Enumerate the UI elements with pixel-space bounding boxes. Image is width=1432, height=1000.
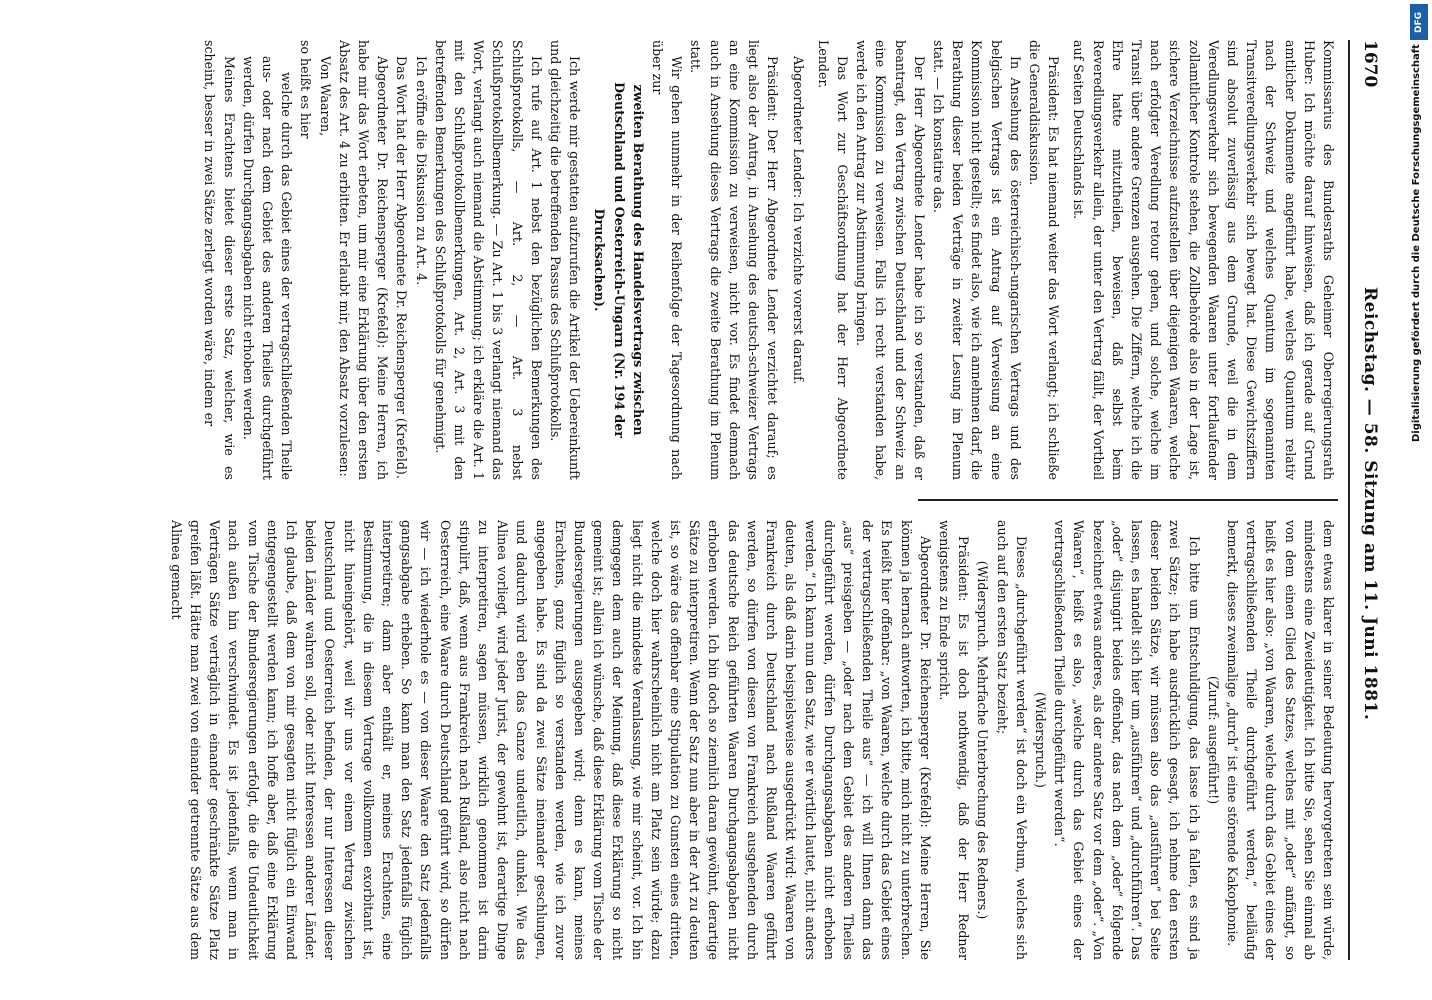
paragraph: Präsident: Der Herr Abgeordnete Lender verzichtet darauf; es liegt also der Antrag, in Ansehung des deutsch-schweizer Vertrags an eine Kommission zu verweisen, nicht vor. Es findet demnach auch in Ansehung dieses Vertrags die zweite Berathung im Plenum statt. [688,40,781,480]
page-number: 1670 [1360,40,1380,88]
paragraph: Abgeordneter Dr. Reichensperger (Krefeld): Meine Herren, Sie können ja hernach antworten, ich bitte, mich nicht zu unterbrechen. Es heißt hier offenbar: „von Waaren, welche durch das Gebiet eines der vertragschließenden Theile aus“ — ich will Ihnen dann das „aus“ preisgeben — „oder nach dem Gebiet des anderen Theiles durchgeführt werden, dürfen Durchgangsabgaben nicht erhoben werden.“ Ich kann nun den Satz, wie er wörtlich lautet, nicht anders deuten, als daß darin beispielsweise ausgedrückt wird: Waaren von Frankreich durch Deutschland nach Rußland Waaren geführt werden, so dürfen von diesen von Frankreich ausgehenden durch das deutsche Reich geführten Waaren Durchgangsabgaben nicht erhoben werden. Ich bin doch so ziemlich daran gewöhnt, derartige Sätze zu interpretiren. Wenn der Satz nun aber in der Art zu deuten ist, so wäre das offenbar eine Stipulation zu Gunsten eines dritten, welche doch hier wahrscheinlich nicht am Platz sein würde; dazu liegt nicht die mindeste Veranlassung, wie mir scheint, vor. Ich bin demgegen dem auch der Meinung, daß diese Erklärung so nicht gemeint ist; allein ich wünsche, daß diese Erklärung vom Tische der Bundesregierungen ausgegeben wird; denn es kann, meines Erachtens, ganz füglich so verstanden werden, wie ich zuvor angegeben habe. Es sind da zwei Sätze ineinander geschlungen, und dadurch wird eben das Ganze undeutlich, dunkel. Wie das Alinea vorliegt, wird jeder Jurist, der gewohnt ist, derartige Dinge zu interpretiren, sagen müssen, wirklich genommen ist darin stipulirt, daß, wenn aus Frankreich nach Rußland, also nicht nach Oesterreich, eine Waare durch Deutschland geführt wird, so dürfen wir — ich wiederhole es — von dieser Waare den Satz jedenfalls gangsabgabe erheben. So kann man den Satz jedenfalls füglich interpretiren; dann aber enthält er, meines Erachtens, eine Bestimmung, die in diesem Vertrage vollkommen exorbitant ist, nicht hineingehört, weil wir uns vor einem Vertrag zwischen Deutschland und Oesterreich befinden, der nur Interessen dieser beiden Länder wahren soll, oder nicht Interessen anderer Länder. Ich glaube, daß dem von mir gesagten nicht füglich ein Einwand entgegengestellt werden kann; ich hoffe aber, daß eine Erklärung vom Tische der Bundesregierungen erfolgt, die die Undeutlichkeit nach außen hin verschwindet. Es ist jedenfalls, wenn man in Verträgen Sätze verträglich in einander geschränkte Sätze Platz greifen läßt. Hätte man zwei von einander getrennte Sätze aus dem Alinea gemacht [168,520,933,960]
paragraph: Wir gehen nunmehr in der Reihenfolge der Tagesordnung nach über zur [650,40,685,480]
paragraph: dem etwas klarer in seiner Bedeutung hervorgetreten sein würde, mindestens eine Zweideutigkeit. Ich bitte Sie, sehen Sie einmal ab von dem einen Glied des Satzes, welches mit „oder“ anfängt, so heißt es hier also: „von Waaren, welche durch das Gebiet eines der vertragschließenden Theile durchgeführt werden,“ beiläufig bemerkt, dieses zweimalige „durch“ ist eine störende Kakophonie. [1224,520,1336,960]
paragraph: Ich werde mir gestatten aufzurufen die Artikel der Uebereinkunft und gleichzeitig die betreffenden Passus des Schlußprotokolls. [548,40,583,480]
running-head [1348,40,1380,960]
paragraph: Präsident: Es hat niemand weiter das Wort verlangt; ich schließe die Generaldiskussion. [1026,40,1062,480]
section-heading: zweiten Berathung des Handelsvertrags zwischen Deutschland und Oesterreich-Ungarn (Nr. 194 der Drucksachen). [592,82,646,438]
paragraph: Das Wort zur Geschäftsordnung hat der Herr Abgeordnete Lender. [815,40,850,480]
column-divider [918,499,1338,501]
interjection: (Widerspruch. Mehrfache Unterbrechung des Redners.) [975,560,991,920]
paragraph: Abgeordneter Dr. Reichensperger (Krefeld): Meine Herren, ich habe mir das Wort erbeten, um mir eine Erklärung über den ersten Absatz des Art. 4 zu erbitten. Er erlaubt mir, den Absatz vorzulesen: [336,40,391,480]
paragraph: In Ansehung des österreichisch-ungarischen Vertrags und des belgischen Vertrags ist ein Antrag auf Verweisung an eine Kommission nicht gestellt; es findet also, wie ich annehmen darf, die Berathung dieser beiden Verträge in zweiter Lesung im Plenum statt. — Ich konstatire das. [930,40,1023,480]
left-column [40,40,1338,480]
quotation: welche durch das Gebiet eines der vertragschließenden Theile aus- oder nach dem Gebiet des anderen Theiles durchgeführt werden, dürfen Durchgangsabgaben nicht erhoben werden. [240,56,295,480]
paragraph: Ich eröffne die Diskussion zu Art. 4. [413,56,429,286]
paragraph: Meines Erachtens bietet dieser erste Satz, welcher, wie es scheint, besser in zwei Sätze zerlegt worden wäre, indem er [202,40,237,480]
dfg-logo: DFG [1410,4,1428,40]
funding-credit: Digitalisierung gefördert durch die Deutsche Forschungsgemeinschaft [1411,44,1422,442]
paragraph: so heißt es hier [298,40,314,139]
paragraph: Ich rufe auf Art. 1 nebst den bezüglichen Bemerkungen des Schlußprotokolls, — Art. 2, — Art. 3 nebst Schlußprotokollbemerkung. — Zu Art. 1 bis 3 verlangt niemand das Wort, verlangt auch niemand die Abstimmung; ich erkläre die Art. 1 mit den Schlußprotokollbemerkungen, Art. 2, Art. 3 mit den betreffenden Bemerkungen des Schlußprotokolls für genehmigt. [432,40,544,480]
paragraph: Abgeordneter Lender: Ich verzichte vorerst darauf. [790,56,806,385]
paragraph: Von Waaren, [317,56,333,137]
paragraph: Der Herr Abgeordnete Lender habe ich so verstanden, daß er beantragt, den Vertrag zwischen Deutschland und der Schweiz an eine Kommission zu verweisen. Falls ich recht verstanden habe, werde ich den Antrag zur Abstimmung bringen. [854,40,927,480]
paragraph: Kommissarius des Bundesraths Geheimer Oberregierungsrath Huber: Ich möchte darauf hinweisen, daß ich gerade auf Grund amtlicher Dokumente angeführt habe, welches Quantum relativ nach der Schweiz und welches Quantum im sogenannten Transitveredlungsverkehr sich bewegt hat. Diese Gewichtsziffern sind absolut zuverlässig aus dem Grunde, weil die in dem Veredlungsverkehr sich bewegenden Waaren unter fortlaufender zollamtlicher Kontrole stehen, die Zollbehörde also in der Lage ist, sichere Verzeichnisse aufzustellen über diejenigen Waaren, welche nach erfolgter Veredlung retour gehen, und solche, welche im Transit über andere Grenzen ausgehen. Die Ziffern, welche ich die Ehre hatte mitzutheilen, beweisen, daß selbst beim Reveredlungsverkehr allein, der unter den Vertrag fällt, der Vortheil auf Seiten Deutschlands ist. [1071,40,1336,480]
interjection: (Zuruf: ausgeführt!) [1205,675,1221,805]
page-title: Reichstag. — 58. Sitzung am 11. Juni 1881. [1360,287,1380,721]
paragraph: Präsident: Es ist doch nothwendig, daß der Herr Redner wenigstens zu Ende spricht. [936,520,972,960]
interjection: (Widerspruch.) [1032,692,1048,788]
paragraph: Ich bitte um Entschuldigung, das lasse ich ja fallen, es sind ja zwei Sätze; ich habe ausdrücklich gesagt, ich nehme den ersten dieser beiden Sätze, wir müssen also das „ausführen“ bei Seite lassen, es handelt sich hier um „ausführen“ und „durchführen“. Das „oder“ disjungirt beides offenbar, das nach dem „oder“ folgende bezeichnet etwas anderes, als der andere Satz vor dem „oder“. „Von Waaren“, heißt es also, „welche durch das Gebiet eines der vertragschließenden Theile durchgeführt werden“. [1052,520,1202,960]
paragraph: Das Wort hat der Herr Abgeordnete Dr. Reichensperger (Krefeld). [394,56,410,479]
right-column [40,520,1338,960]
paragraph: Dieses „durchgeführt werden“ ist doch ein Verbum, welches sich auch auf den ersten Satz bezieht; [994,520,1029,960]
